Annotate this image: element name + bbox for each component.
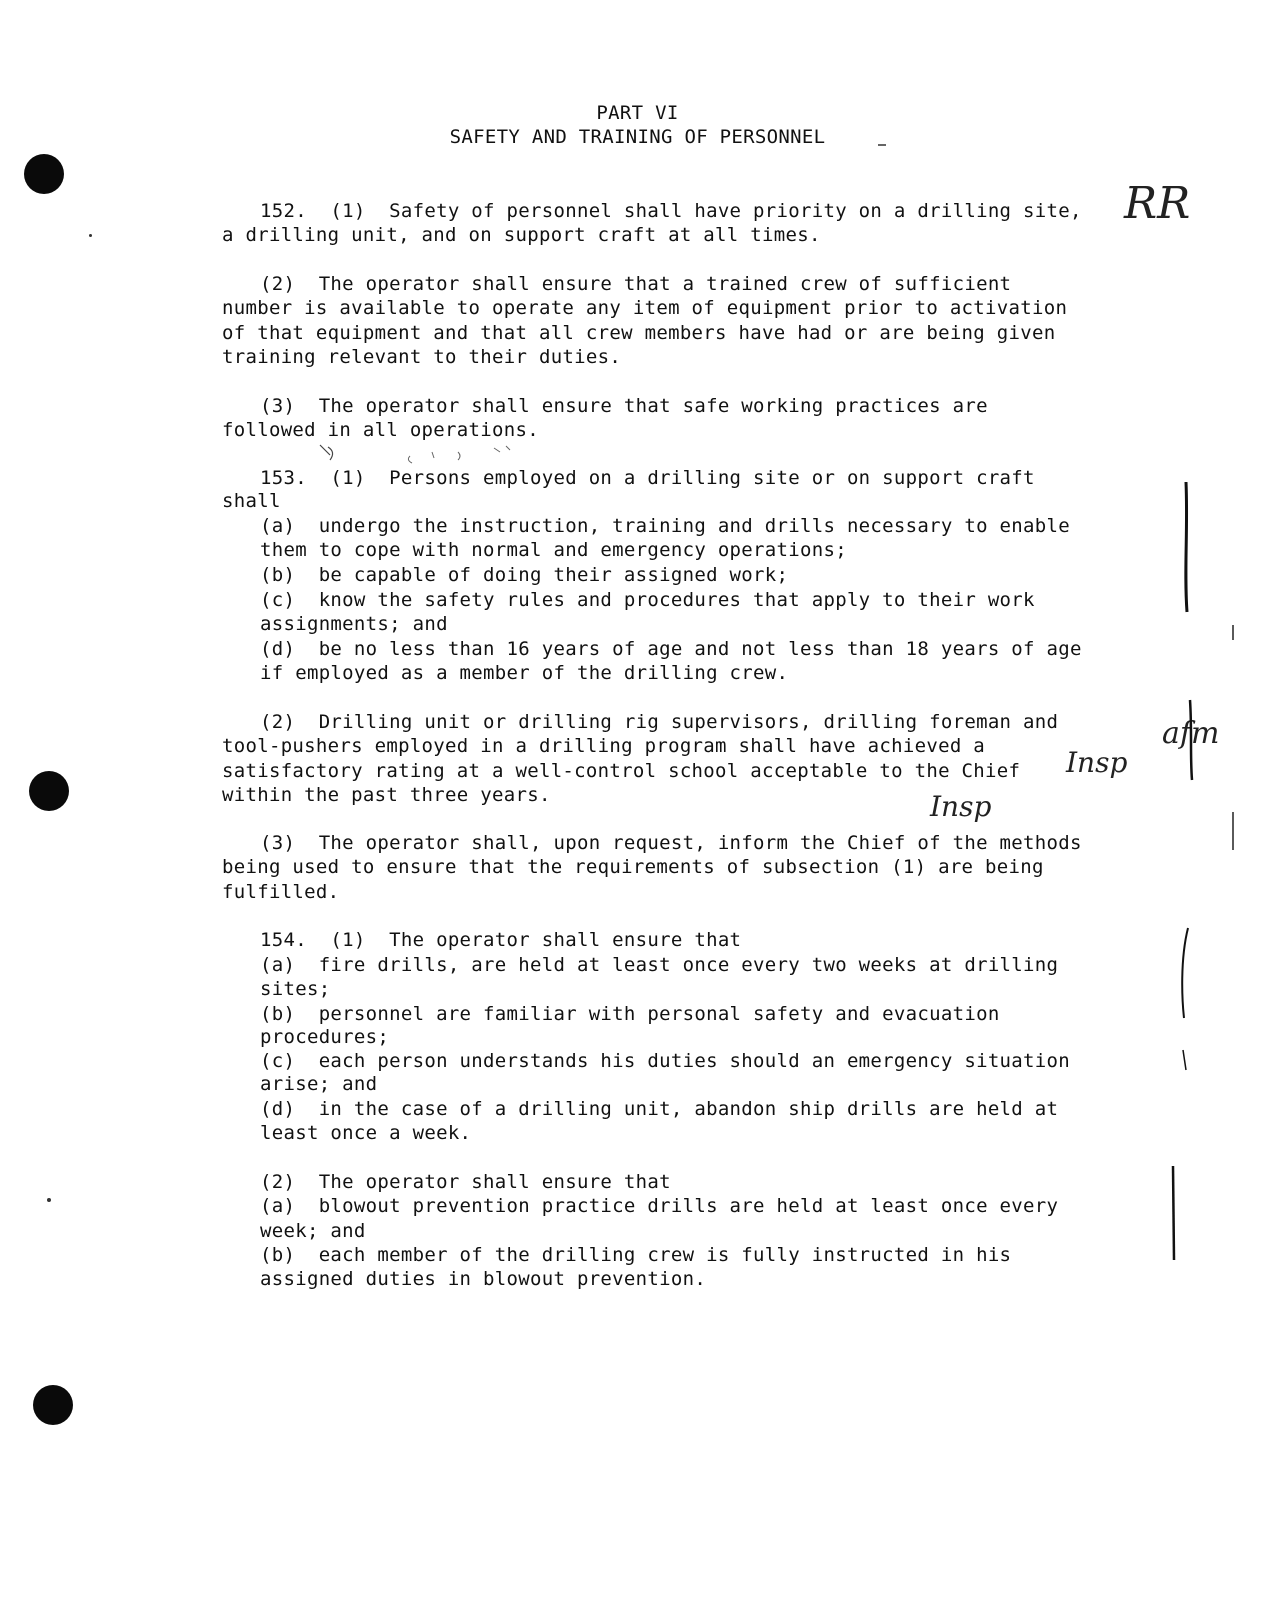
section-154-2-line: (b) each member of the drilling crew is fully instructed in his: [260, 1244, 1012, 1266]
change-bar-154-1: [1182, 928, 1188, 1018]
section-154-2-line: assigned duties in blowout prevention.: [260, 1268, 707, 1290]
section-152-2-line: (2) The operator shall ensure that a trained crew of sufficient: [260, 273, 1012, 295]
section-152-3-line: (3) The operator shall ensure that safe working practices are: [260, 395, 988, 417]
section-153-1-line: 153. (1) Persons employed on a drilling site or on support craft: [260, 467, 1035, 489]
section-152-3-line: followed in all operations.: [222, 419, 539, 441]
part-heading: PART VI: [596, 102, 679, 124]
section-154-1-line: (d) in the case of a drilling unit, abandon ship drills are held at: [260, 1098, 1059, 1120]
change-bar-153-1: [1186, 482, 1187, 612]
section-153-3-line: (3) The operator shall, upon request, inform the Chief of the methods: [260, 832, 1082, 854]
section-153-1-line: (a) undergo the instruction, training and drills necessary to enable: [260, 515, 1070, 537]
change-bar-153-2: [1190, 700, 1192, 780]
pen-scribble: [408, 446, 510, 463]
section-152-2-line: training relevant to their duties.: [222, 346, 622, 368]
section-153-1-line: them to cope with normal and emergency operations;: [260, 539, 847, 561]
section-154-1-line: arise; and: [260, 1073, 378, 1095]
section-153-2-line: satisfactory rating at a well-control school acceptable to the Chief: [222, 760, 1021, 782]
section-154-1-line: sites;: [260, 978, 331, 1000]
handwritten-initials-afm: afm: [1162, 716, 1220, 751]
change-bar-154-1b: [1183, 1050, 1186, 1070]
section-152-1-line: 152. (1) Safety of personnel shall have priority on a drilling site,: [260, 200, 1082, 222]
section-153-3-line: being used to ensure that the requirements of subsection (1) are being: [222, 856, 1044, 878]
section-153-1-line: (d) be no less than 16 years of age and not less than 18 years of age: [260, 638, 1082, 660]
section-153-1-line: if employed as a member of the drilling crew.: [260, 662, 789, 684]
section-154-1-line: procedures;: [260, 1026, 390, 1048]
section-153-3-line: fulfilled.: [222, 881, 340, 903]
section-153-1-line: assignments; and: [260, 613, 448, 635]
section-154-1-line: (b) personnel are familiar with personal safety and evacuation: [260, 1003, 1000, 1025]
section-153-1-line: (c) know the safety rules and procedures that apply to their work: [260, 589, 1035, 611]
section-152-2-line: of that equipment and that all crew members have had or are being given: [222, 322, 1056, 344]
section-154-1-line: least once a week.: [260, 1122, 472, 1144]
section-154-2-line: (a) blowout prevention practice drills are held at least once every: [260, 1195, 1059, 1217]
section-153-2-line: within the past three years.: [222, 784, 551, 806]
section-154-1-line: 154. (1) The operator shall ensure that: [260, 929, 742, 951]
section-153-1-line: shall: [222, 490, 281, 512]
section-154-2-line: week; and: [260, 1220, 366, 1242]
handwritten-initials-rr: RR: [1124, 178, 1191, 229]
handwritten-insp-note: Insp: [1066, 746, 1128, 779]
section-153-1-line: (b) be capable of doing their assigned work;: [260, 564, 789, 586]
section-154-2-line: (2) The operator shall ensure that: [260, 1171, 671, 1193]
section-152-1-line: a drilling unit, and on support craft at all times.: [222, 224, 821, 246]
section-154-1-line: (c) each person understands his duties should an emergency situation: [260, 1050, 1070, 1072]
section-153-2-line: tool-pushers employed in a drilling program shall have achieved a: [222, 735, 986, 757]
section-152-2-line: number is available to operate any item of equipment prior to activation: [222, 297, 1068, 319]
handwritten-insp-note: Insp: [930, 790, 992, 823]
pen-scribble: [320, 445, 333, 460]
change-bar-154-2: [1173, 1166, 1174, 1260]
section-154-1-line: (a) fire drills, are held at least once every two weeks at drilling: [260, 954, 1059, 976]
part-title: SAFETY AND TRAINING OF PERSONNEL: [449, 126, 826, 148]
section-153-2-line: (2) Drilling unit or drilling rig supervisors, drilling foreman and: [260, 711, 1059, 733]
